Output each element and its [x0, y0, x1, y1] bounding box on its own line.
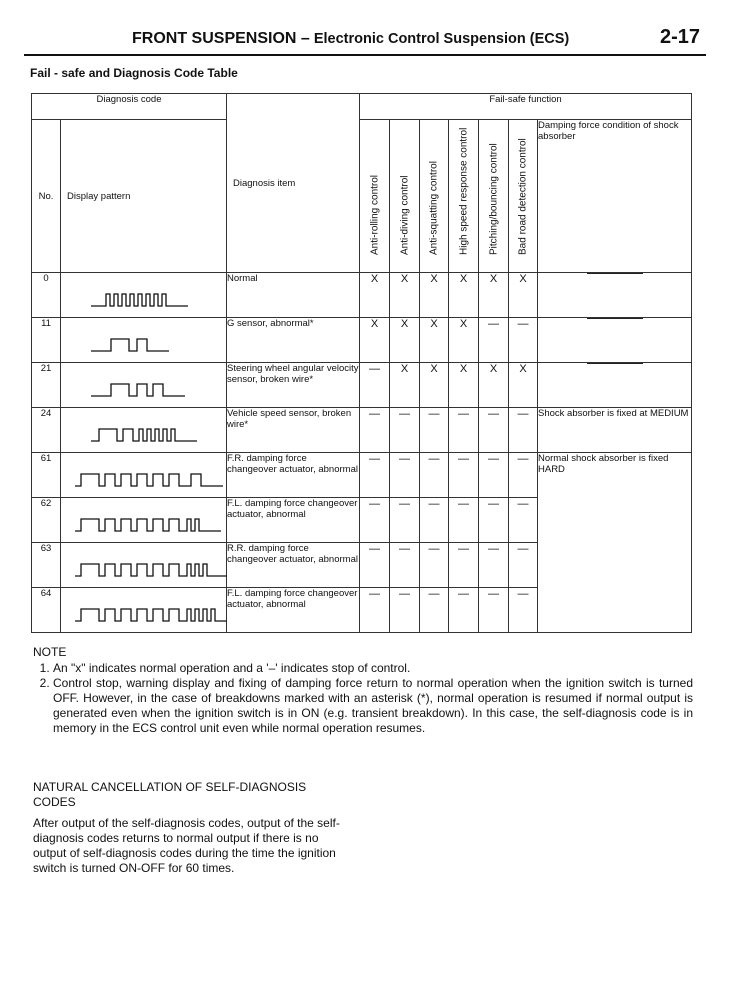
display-pattern-cell — [61, 318, 227, 363]
diagnosis-item: G sensor, abnormal* — [227, 318, 360, 363]
cancellation-body: After output of the self-diagnosis codes, output of the self-diagnosis codes returns to normal output if there is no output of self-diagnosis codes during the time the ignition switch is turned ON-OFF for 60 times. — [33, 816, 340, 875]
title-sub: Electronic Control Suspension (ECS) — [313, 31, 570, 47]
blink-pattern-icon — [61, 498, 227, 542]
function-label: Anti-squatting control — [428, 161, 440, 255]
display-pattern-cell — [61, 498, 227, 543]
cancellation-title: NATURAL CANCELLATION OF SELF-DIAGNOSIS CODES — [33, 780, 307, 809]
display-pattern-cell — [61, 363, 227, 408]
function-mark: — — [509, 498, 538, 543]
function-mark: — — [360, 588, 390, 633]
header-rule — [24, 54, 706, 56]
section-title: Fail - safe and Diagnosis Code Table — [30, 66, 238, 80]
function-mark: — — [449, 498, 479, 543]
function-mark: — — [420, 453, 449, 498]
group-failsafe-function: Fail-safe function — [360, 94, 692, 120]
function-mark: X — [479, 273, 509, 318]
col-function-anti-rolling — [360, 120, 390, 273]
function-mark: — — [360, 408, 390, 453]
diagnosis-item: Normal — [227, 273, 360, 318]
diagnosis-table — [31, 93, 692, 633]
function-mark: X — [420, 363, 449, 408]
display-pattern-cell — [61, 408, 227, 453]
function-mark: X — [449, 273, 479, 318]
dash-line — [587, 318, 643, 319]
function-mark: — — [420, 498, 449, 543]
function-mark: X — [479, 363, 509, 408]
function-mark: X — [390, 318, 420, 363]
function-mark: — — [390, 498, 420, 543]
cancellation-section — [33, 780, 351, 876]
function-mark: X — [420, 273, 449, 318]
function-mark: — — [479, 543, 509, 588]
function-label: Anti-rolling control — [369, 174, 380, 255]
blink-pattern-icon — [61, 318, 227, 362]
function-mark: — — [360, 498, 390, 543]
function-mark: X — [360, 318, 390, 363]
row-no: 11 — [32, 318, 61, 363]
col-function-bad-road — [509, 120, 538, 273]
dash-line — [587, 363, 643, 364]
function-mark: — — [390, 453, 420, 498]
diagnosis-item: F.L. damping force changeover actuator, abnormal — [227, 498, 360, 543]
blink-pattern-icon — [61, 408, 227, 452]
col-display-pattern: Display pattern — [61, 120, 227, 273]
notes — [33, 645, 693, 736]
function-mark: X — [449, 318, 479, 363]
function-mark: — — [390, 588, 420, 633]
col-function-high-speed — [449, 120, 479, 273]
row-no: 0 — [32, 273, 61, 318]
dash-line — [587, 273, 643, 274]
function-mark: X — [509, 273, 538, 318]
blink-pattern-icon — [61, 273, 227, 317]
notes-title: NOTE — [33, 645, 67, 659]
diagnosis-item: Vehicle speed sensor, broken wire* — [227, 408, 360, 453]
table-row — [32, 363, 692, 408]
function-label: High speed response control — [458, 127, 469, 255]
function-mark: — — [390, 543, 420, 588]
table-row — [32, 453, 692, 498]
damping-condition-hard: Normal shock absorber is fixed HARD — [538, 453, 692, 633]
function-mark: — — [509, 408, 538, 453]
col-function-anti-squatting — [420, 120, 449, 273]
function-mark: — — [449, 588, 479, 633]
function-mark: X — [509, 363, 538, 408]
col-function-anti-diving — [390, 120, 420, 273]
group-diagnosis-code: Diagnosis code — [32, 94, 227, 120]
function-mark: X — [390, 363, 420, 408]
table-row — [32, 408, 692, 453]
table-row — [32, 273, 692, 318]
function-label: Anti-diving control — [399, 175, 410, 255]
row-no: 62 — [32, 498, 61, 543]
function-mark: — — [509, 588, 538, 633]
diagnosis-item: R.R. damping force changeover actuator, abnormal — [227, 543, 360, 588]
diagnosis-item: F.R. damping force changeover actuator, abnormal — [227, 453, 360, 498]
function-mark: X — [449, 363, 479, 408]
function-mark: — — [449, 408, 479, 453]
function-mark: — — [479, 408, 509, 453]
col-no: No. — [32, 120, 61, 273]
function-label: Bad road detection control — [517, 138, 529, 255]
function-mark: — — [449, 453, 479, 498]
display-pattern-cell — [61, 588, 227, 633]
blink-pattern-icon — [61, 588, 227, 632]
function-mark: — — [360, 363, 390, 408]
function-mark: — — [479, 318, 509, 363]
page-title — [132, 30, 569, 48]
function-mark: — — [479, 588, 509, 633]
col-damping-condition: Damping force condition of shock absorber — [538, 120, 692, 273]
function-mark: — — [509, 453, 538, 498]
title-main: FRONT SUSPENSION – — [132, 30, 310, 47]
function-mark: — — [360, 543, 390, 588]
function-mark: — — [360, 453, 390, 498]
row-no: 24 — [32, 408, 61, 453]
page-number: 2-17 — [659, 26, 700, 48]
function-mark: — — [509, 318, 538, 363]
function-mark: X — [360, 273, 390, 318]
row-no: 61 — [32, 453, 61, 498]
function-mark: — — [479, 453, 509, 498]
function-mark: — — [420, 408, 449, 453]
page-header — [0, 0, 730, 54]
function-label: Pitching/bouncing control — [488, 143, 499, 255]
col-function-pitching — [479, 120, 509, 273]
function-mark: — — [509, 543, 538, 588]
function-mark: — — [390, 408, 420, 453]
function-mark: X — [420, 318, 449, 363]
function-mark: — — [479, 498, 509, 543]
col-diagnosis-item: Diagnosis item — [227, 94, 360, 273]
diagnosis-item: F.L. damping force changeover actuator, abnormal — [227, 588, 360, 633]
row-no: 64 — [32, 588, 61, 633]
function-mark: — — [449, 543, 479, 588]
damping-condition-none — [538, 318, 692, 363]
blink-pattern-icon — [61, 543, 227, 587]
row-no: 63 — [32, 543, 61, 588]
table-row — [32, 318, 692, 363]
note-item: 2. Control stop, warning display and fixing of damping force return to normal operation when the ignition switch is turned OFF. However, in the case of breakdowns marked with an asterisk (*), normal operation is resumed if normal output is generated even when the ignition switch is in ON (e.g. transient breakdown). In this case, the self-diagnosis code is in memory in the ECS control unit even while normal operation resumes. — [53, 676, 693, 736]
display-pattern-cell — [61, 543, 227, 588]
display-pattern-cell — [61, 273, 227, 318]
display-pattern-cell — [61, 453, 227, 498]
damping-condition-medium: Shock absorber is fixed at MEDIUM — [538, 408, 692, 453]
blink-pattern-icon — [61, 363, 227, 407]
function-mark: — — [420, 588, 449, 633]
damping-condition-none — [538, 363, 692, 408]
function-mark: X — [390, 273, 420, 318]
diagnosis-item: Steering wheel angular velocity sensor, broken wire* — [227, 363, 360, 408]
blink-pattern-icon — [61, 453, 227, 497]
note-item: 1. An "x" indicates normal operation and a '–' indicates stop of control. — [53, 661, 693, 676]
function-mark: — — [420, 543, 449, 588]
damping-condition-none — [538, 273, 692, 318]
row-no: 21 — [32, 363, 61, 408]
